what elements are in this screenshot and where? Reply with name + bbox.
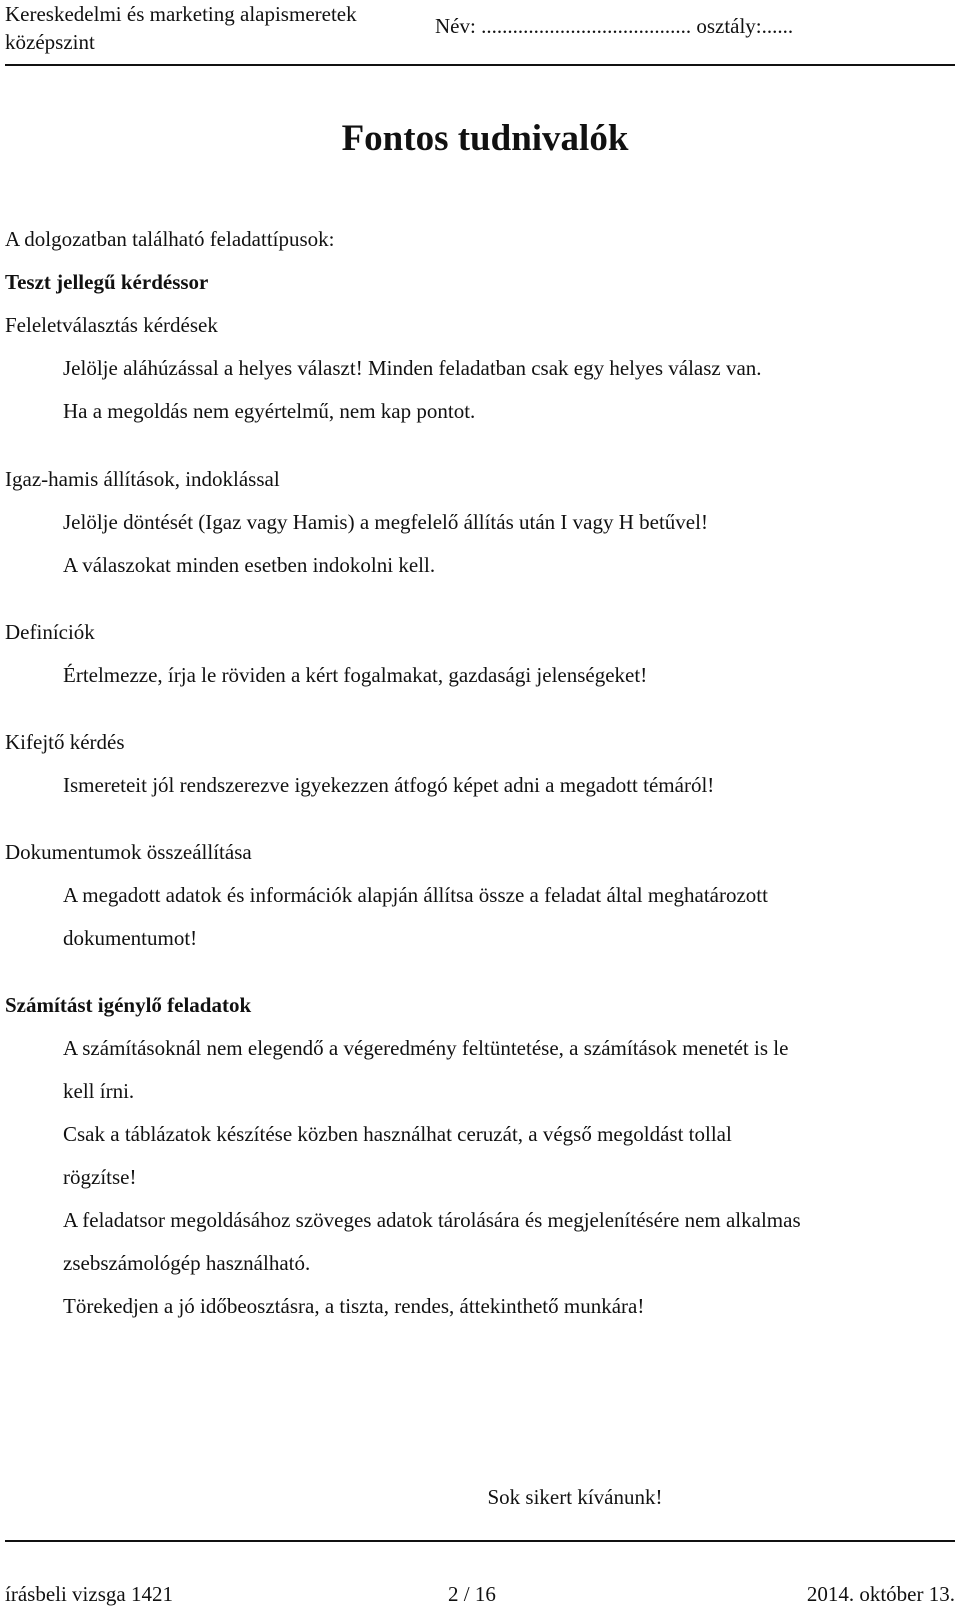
instructions-body <box>5 218 955 1328</box>
section-line: Ismereteit jól rendszerezve igyekezzen átfogó képet adni a megadott témáról! <box>63 773 715 797</box>
page-header <box>5 0 955 64</box>
section-line: zsebszámológép használható. <box>63 1251 311 1275</box>
exam-code: írásbeli vizsga 1421 <box>5 1582 173 1606</box>
section-line: kell írni. <box>63 1079 135 1103</box>
section-heading-szamitas: Számítást igénylő feladatok <box>5 993 252 1017</box>
name-class-field: Név: ........................................ osztály:...... <box>435 14 794 38</box>
closing-wish: Sok sikert kívánunk! <box>487 1485 663 1509</box>
section-heading-definiciok: Definíciók <box>5 620 95 644</box>
section-heading-igazhamis: Igaz-hamis állítások, indoklással <box>5 467 280 491</box>
subject-title <box>5 0 357 56</box>
page-title-text: Fontos tudnivalók <box>341 118 629 159</box>
subject-line-1: Kereskedelmi és marketing alapismeretek <box>5 2 357 26</box>
section-line: Jelölje aláhúzással a helyes választ! Minden feladatban csak egy helyes válasz van. <box>63 356 762 380</box>
spacer <box>5 433 955 458</box>
section-line: Ha a megoldás nem egyértelmű, nem kap pontot. <box>63 399 476 423</box>
section-line: Jelölje döntését (Igaz vagy Hamis) a megfelelő állítás után I vagy H betűvel! <box>63 510 708 534</box>
section-heading-teszt: Teszt jellegű kérdéssor <box>5 270 209 294</box>
section-line: Értelmezze, írja le röviden a kért fogalmakat, gazdasági jelenségeket! <box>63 663 648 687</box>
section-line: Törekedjen a jó időbeosztásra, a tiszta, rendes, áttekinthető munkára! <box>63 1294 645 1318</box>
footer-divider <box>5 1540 955 1542</box>
spacer <box>5 697 955 721</box>
section-line: A feladatsor megoldásához szöveges adatok tárolására és megjelenítésére nem alkalmas <box>63 1208 801 1232</box>
page-number: 2 / 16 <box>448 1582 496 1606</box>
section-line: Csak a táblázatok készítése közben használhat ceruzát, a végső megoldást tollal <box>63 1122 732 1146</box>
section-line: A válaszokat minden esetben indokolni kell. <box>63 553 436 577</box>
page-footer <box>5 1580 955 1608</box>
section-heading-kifejto: Kifejtő kérdés <box>5 730 125 754</box>
header-divider <box>5 64 955 66</box>
subject-line-2: középszint <box>5 30 95 54</box>
section-heading-dokumentumok: Dokumentumok összeállítása <box>5 840 252 864</box>
exam-date: 2014. október 13. <box>806 1582 955 1606</box>
section-line: rögzítse! <box>63 1165 137 1189</box>
section-line: A számításoknál nem elegendő a végeredmény feltüntetése, a számítások menetét is le <box>63 1036 789 1060</box>
spacer <box>5 960 955 984</box>
section-subheading-teszt: Feleletválasztás kérdések <box>5 313 218 337</box>
section-line: A megadott adatok és információk alapján állítsa össze a feladat által meghatározott <box>63 883 768 907</box>
section-line: dokumentumot! <box>63 926 198 950</box>
intro-text: A dolgozatban található feladattípusok: <box>5 227 335 251</box>
spacer <box>5 587 955 611</box>
spacer <box>5 807 955 831</box>
page-title <box>0 115 960 163</box>
